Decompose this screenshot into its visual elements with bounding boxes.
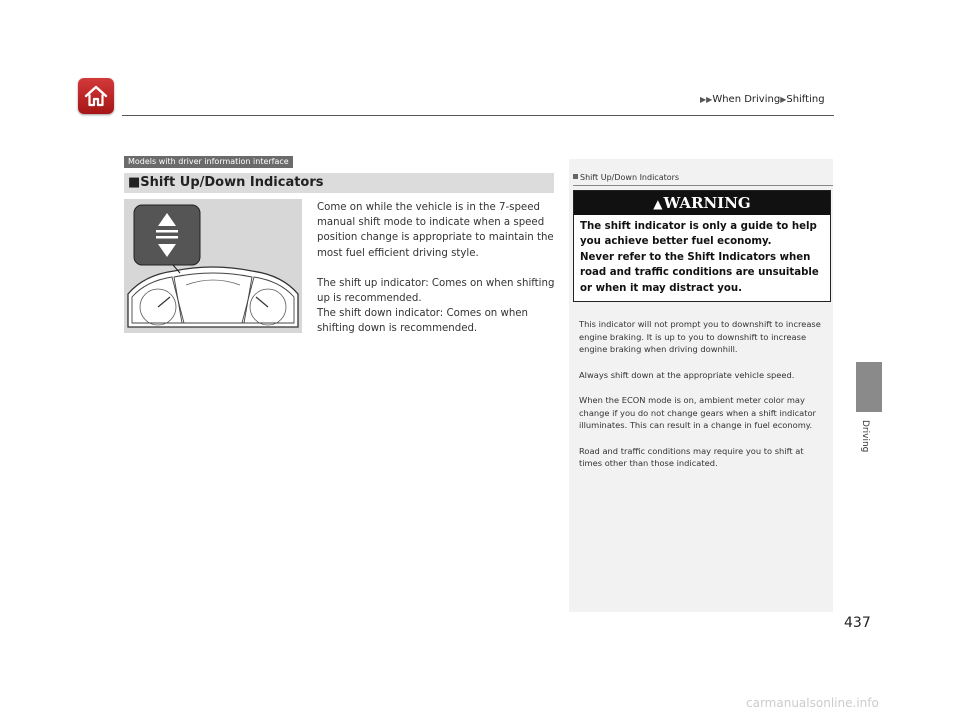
watermark: carmanualsonline.info (746, 696, 879, 710)
section-body (317, 200, 559, 337)
warning-triangle-icon: ▲ (653, 197, 663, 211)
side-note-heading: Shift Up/Down Indicators (573, 173, 679, 182)
breadcrumb-item-shifting[interactable]: Shifting (786, 94, 825, 105)
body-paragraph: Come on while the vehicle is in the 7-speed manual shift mode to indicate when a speed position change is appropriate to maintain the most fuel efficient driving style. (317, 202, 554, 259)
body-paragraph: The shift up indicator: Comes on when shifting up is recommended. The shift down indicator: Comes on when shifting down is recommended. (317, 277, 555, 335)
home-button[interactable] (78, 78, 114, 114)
breadcrumb-item-when-driving[interactable]: When Driving (712, 94, 781, 105)
instrument-cluster-figure (124, 199, 302, 333)
models-tag: Models with driver information interface (124, 156, 293, 168)
side-note-body (579, 318, 827, 470)
header-divider (122, 115, 834, 116)
note-paragraph: This indicator will not prompt you to downshift to increase engine braking. It is up to you to downshift to increase engine braking when driving downhill. (579, 319, 821, 354)
instrument-cluster-illustration (124, 199, 302, 333)
home-icon (83, 83, 109, 109)
breadcrumb (700, 94, 825, 105)
section-title: ■Shift Up/Down Indicators (128, 175, 324, 190)
breadcrumb-arrow-icon: ▶ (780, 95, 787, 104)
side-note-divider (573, 185, 833, 186)
note-marker-icon (573, 174, 578, 179)
chapter-tab-label: Driving (860, 420, 870, 453)
warning-header: ▲WARNING (574, 191, 830, 215)
warning-box (573, 190, 831, 302)
warning-text: The shift indicator is only a guide to help you achieve better fuel economy. Never refer to the Shift Indicators when road and traffic conditions are unsuitable or when it may distract you. (580, 221, 819, 294)
section-bullet-icon: ■ (128, 175, 141, 190)
note-paragraph: When the ECON mode is on, ambient meter color may change if you do not change gears when a shift indicator illuminates. This can result in a change in fuel economy. (579, 395, 816, 430)
note-paragraph: Always shift down at the appropriate vehicle speed. (579, 369, 795, 380)
note-paragraph: Road and traffic conditions may require you to shift at times other than those indicated. (579, 445, 804, 468)
page-number: 437 (844, 615, 871, 631)
breadcrumb-arrow-icon: ▶▶ (700, 95, 713, 104)
chapter-tab-label-wrap (852, 386, 886, 453)
